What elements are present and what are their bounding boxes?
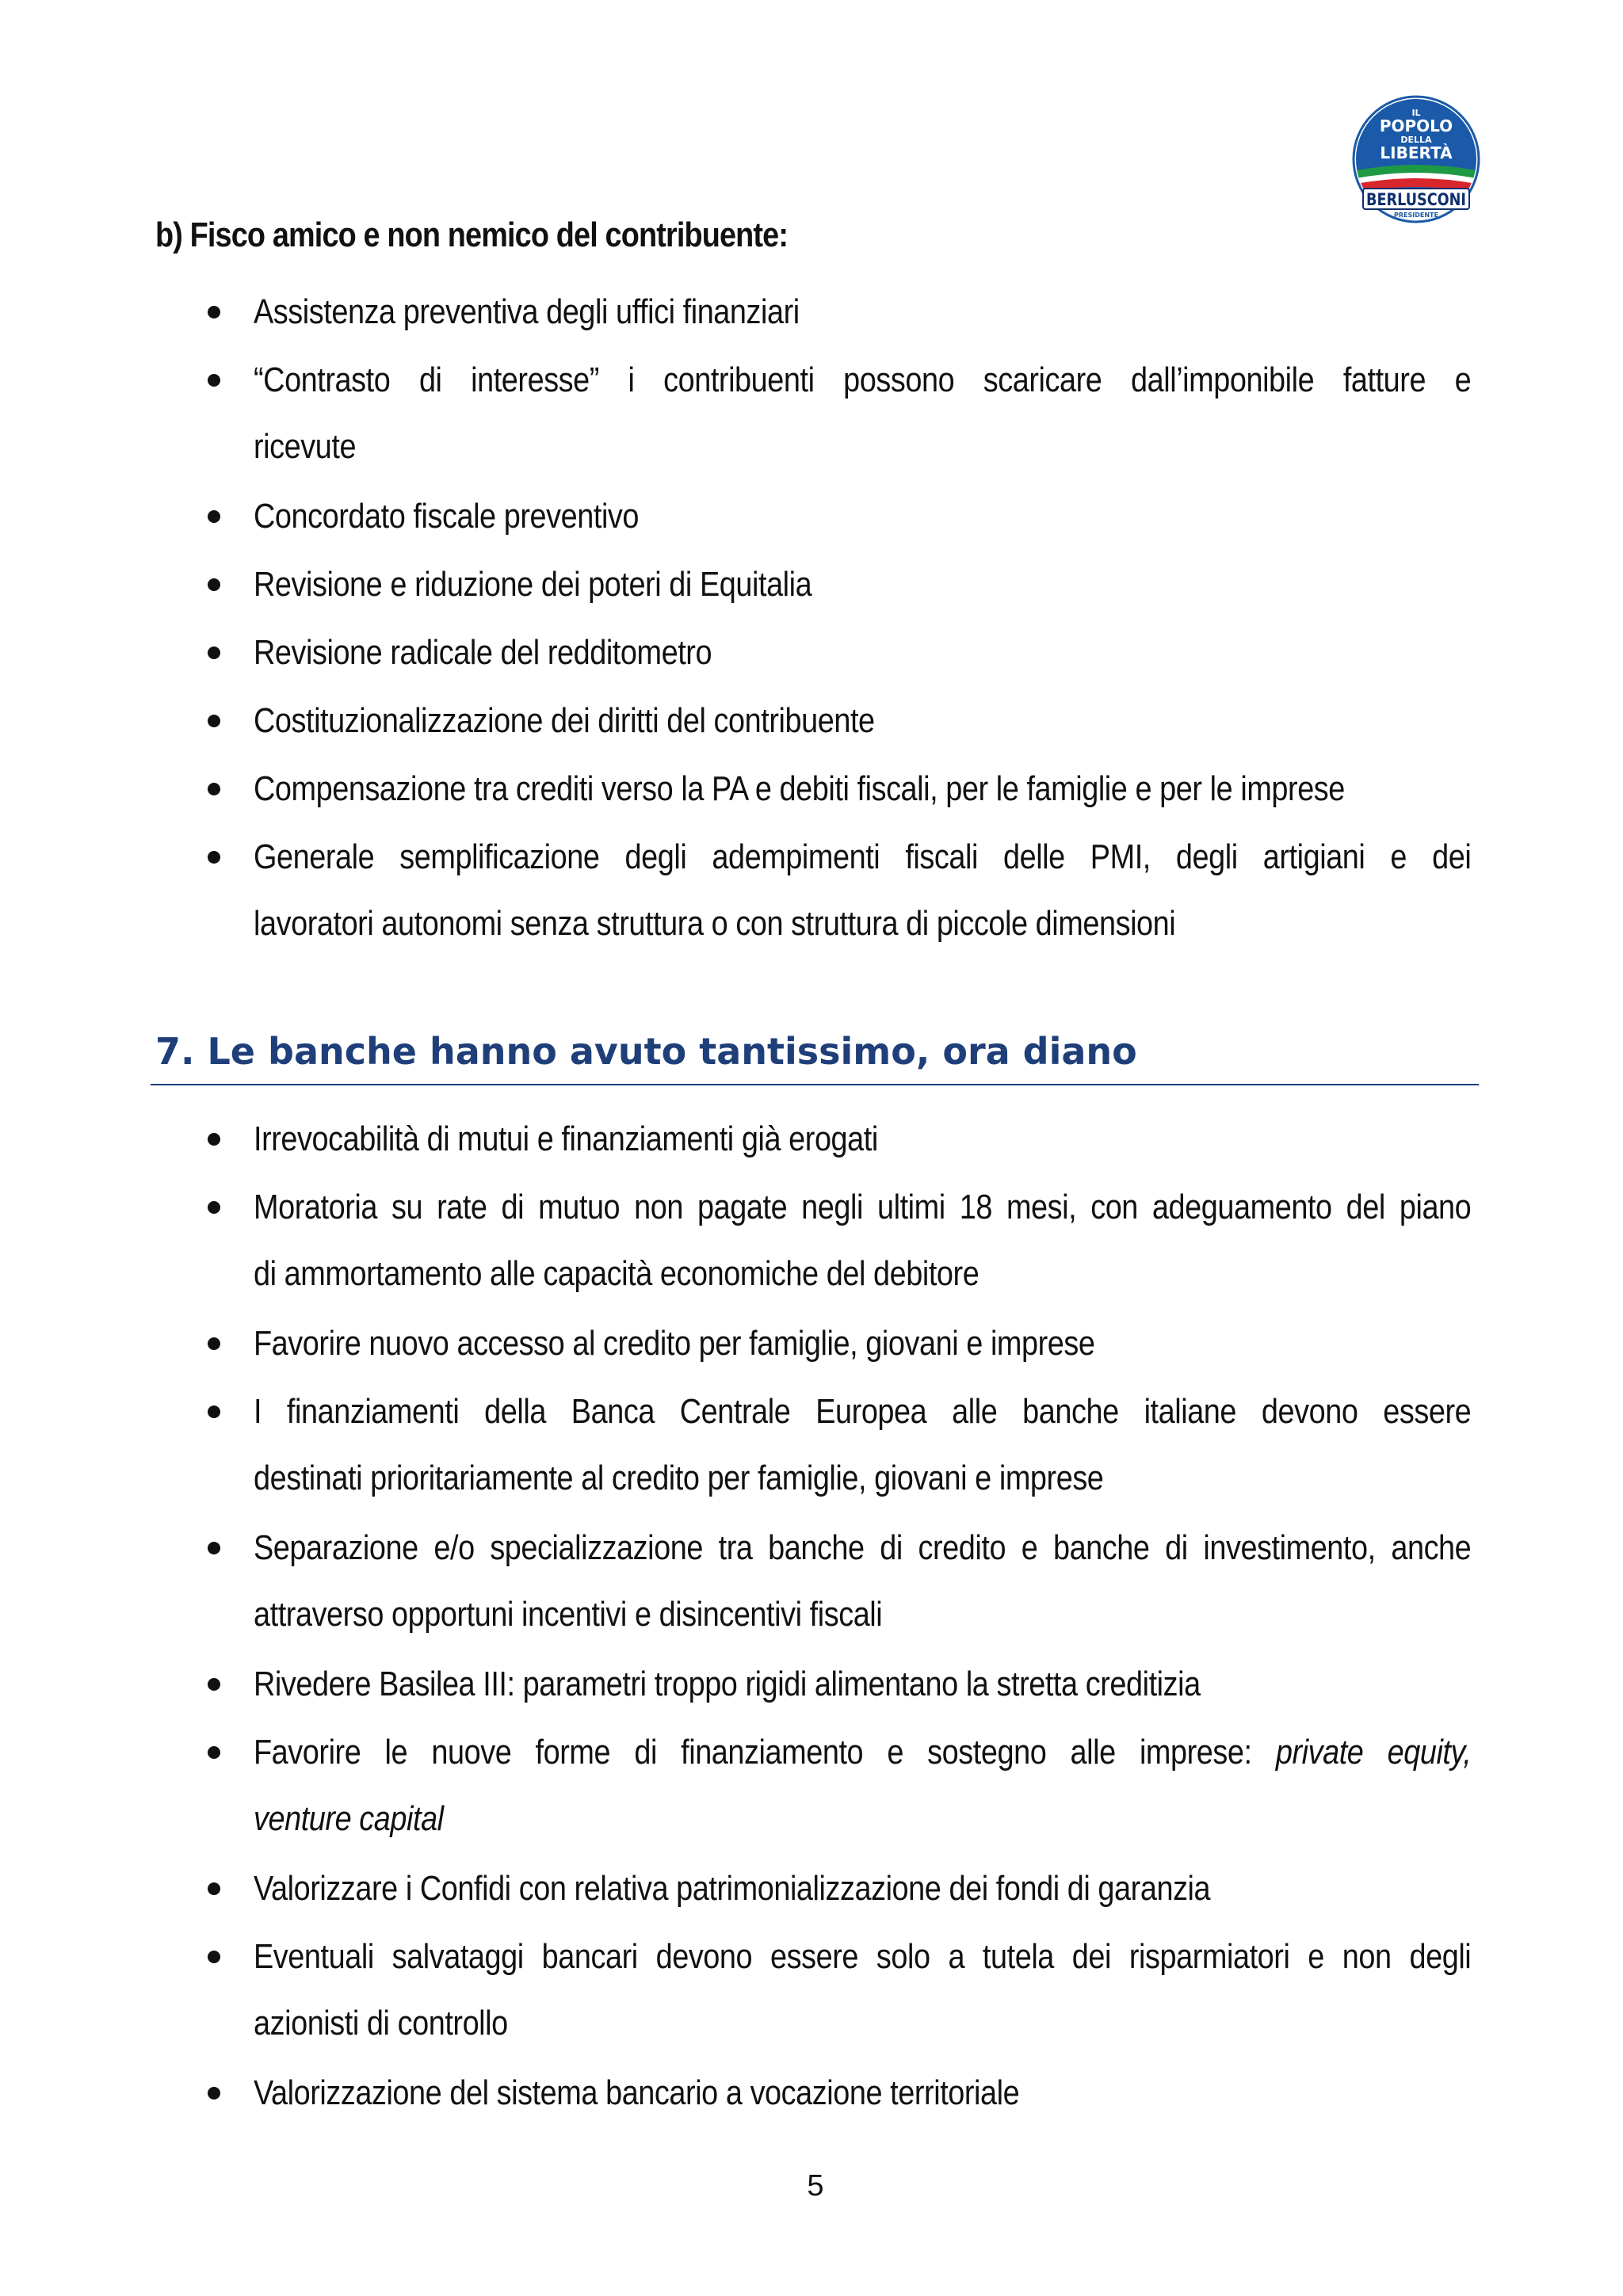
list-item: Assistenza preventiva degli uffici finanziari bbox=[254, 292, 800, 331]
list-item: Separazione e/o specializzazione tra banche di credito e banche di investimento, anche bbox=[254, 1528, 1472, 1567]
list-item: Revisione e riduzione dei poteri di Equitalia bbox=[254, 565, 812, 604]
bullet-icon bbox=[208, 1405, 220, 1418]
bullet-icon bbox=[208, 1542, 220, 1554]
bullet-icon bbox=[208, 646, 220, 659]
list-item-continuation: azionisti di controllo bbox=[254, 2004, 508, 2042]
list-item: Moratoria su rate di mutuo non pagate negli ultimi 18 mesi, con adeguamento del piano bbox=[254, 1188, 1472, 1226]
bullet-icon bbox=[208, 1882, 220, 1895]
logo-text-liberta: LIBERTÀ bbox=[1380, 143, 1453, 162]
list-item: Costituzionalizzazione dei diritti del contribuente bbox=[254, 701, 875, 740]
logo-text-berlusconi: BERLUSCONI bbox=[1366, 190, 1466, 209]
list-item-continuation: lavoratori autonomi senza struttura o con struttura di piccole dimensioni bbox=[254, 904, 1176, 943]
list-item: “Contrasto di interesse” i contribuenti possono scaricare dall’imponibile fatture e bbox=[254, 360, 1472, 399]
page-number: 5 bbox=[807, 2169, 824, 2203]
bullet-icon bbox=[208, 715, 220, 727]
list-item: Favorire nuovo accesso al credito per famiglie, giovani e imprese bbox=[254, 1324, 1095, 1363]
logo-text-presidente: PRESIDENTE bbox=[1394, 212, 1438, 219]
bullet-icon bbox=[208, 1201, 220, 1214]
bullet-icon bbox=[208, 851, 220, 864]
list-item-continuation: ricevute bbox=[254, 427, 357, 466]
bullet-icon bbox=[208, 1133, 220, 1146]
bullet-icon bbox=[208, 510, 220, 523]
list-item: Valorizzare i Confidi con relativa patrimonializzazione dei fondi di garanzia bbox=[254, 1869, 1211, 1908]
bullet-icon bbox=[208, 1746, 220, 1759]
list-item: Generale semplificazione degli adempimenti fiscali delle PMI, degli artigiani e dei bbox=[254, 837, 1472, 876]
logo-text-popolo: POPOLO bbox=[1379, 116, 1453, 135]
list-item: Compensazione tra crediti verso la PA e debiti fiscali, per le famiglie e per le imprese bbox=[254, 769, 1345, 808]
bullet-icon bbox=[208, 374, 220, 387]
bullet-icon bbox=[208, 578, 220, 591]
bullet-icon bbox=[208, 1678, 220, 1691]
section-b-title: b) Fisco amico e non nemico del contribuente: bbox=[155, 215, 789, 254]
list-item: Revisione radicale del redditometro bbox=[254, 633, 712, 672]
list-item: Irrevocabilità di mutui e finanziamenti già erogati bbox=[254, 1119, 878, 1158]
bullet-icon bbox=[208, 2087, 220, 2100]
italic-term: venture capital bbox=[254, 1799, 444, 1838]
pdl-logo-icon bbox=[1352, 95, 1480, 223]
logo-text-il: IL bbox=[1411, 108, 1421, 118]
bullet-icon bbox=[208, 783, 220, 795]
bullet-icon bbox=[208, 1337, 220, 1350]
list-item-continuation bbox=[254, 1786, 1474, 1852]
list-item bbox=[254, 1719, 1474, 1786]
list-item: Valorizzazione del sistema bancario a vocazione territoriale bbox=[254, 2073, 1020, 2112]
list-item-continuation: destinati prioritariamente al credito per famiglie, giovani e imprese bbox=[254, 1459, 1104, 1497]
list-item-text: Favorire le nuove forme di finanziamento e sostegno alle imprese: bbox=[254, 1733, 1252, 1772]
bullet-icon bbox=[208, 306, 220, 318]
italic-term: private equity, bbox=[1275, 1733, 1472, 1772]
logo-text-della: DELLA bbox=[1400, 135, 1432, 145]
list-item: I finanziamenti della Banca Centrale Europea alle banche italiane devono essere bbox=[254, 1392, 1472, 1431]
list-item: Concordato fiscale preventivo bbox=[254, 497, 640, 536]
heading-underline bbox=[151, 1084, 1479, 1085]
list-item-continuation: di ammortamento alle capacità economiche del debitore bbox=[254, 1254, 980, 1293]
list-item: Eventuali salvataggi bancari devono essere solo a tutela dei risparmiatori e non degli bbox=[254, 1937, 1472, 1976]
list-item: Rivedere Basilea III: parametri troppo rigidi alimentano la stretta creditizia bbox=[254, 1665, 1201, 1703]
list-item-continuation: attraverso opportuni incentivi e disincentivi fiscali bbox=[254, 1595, 883, 1634]
bullet-icon bbox=[208, 1951, 220, 1963]
section-7-heading: 7. Le banche hanno avuto tantissimo, ora diano bbox=[155, 1030, 1137, 1073]
